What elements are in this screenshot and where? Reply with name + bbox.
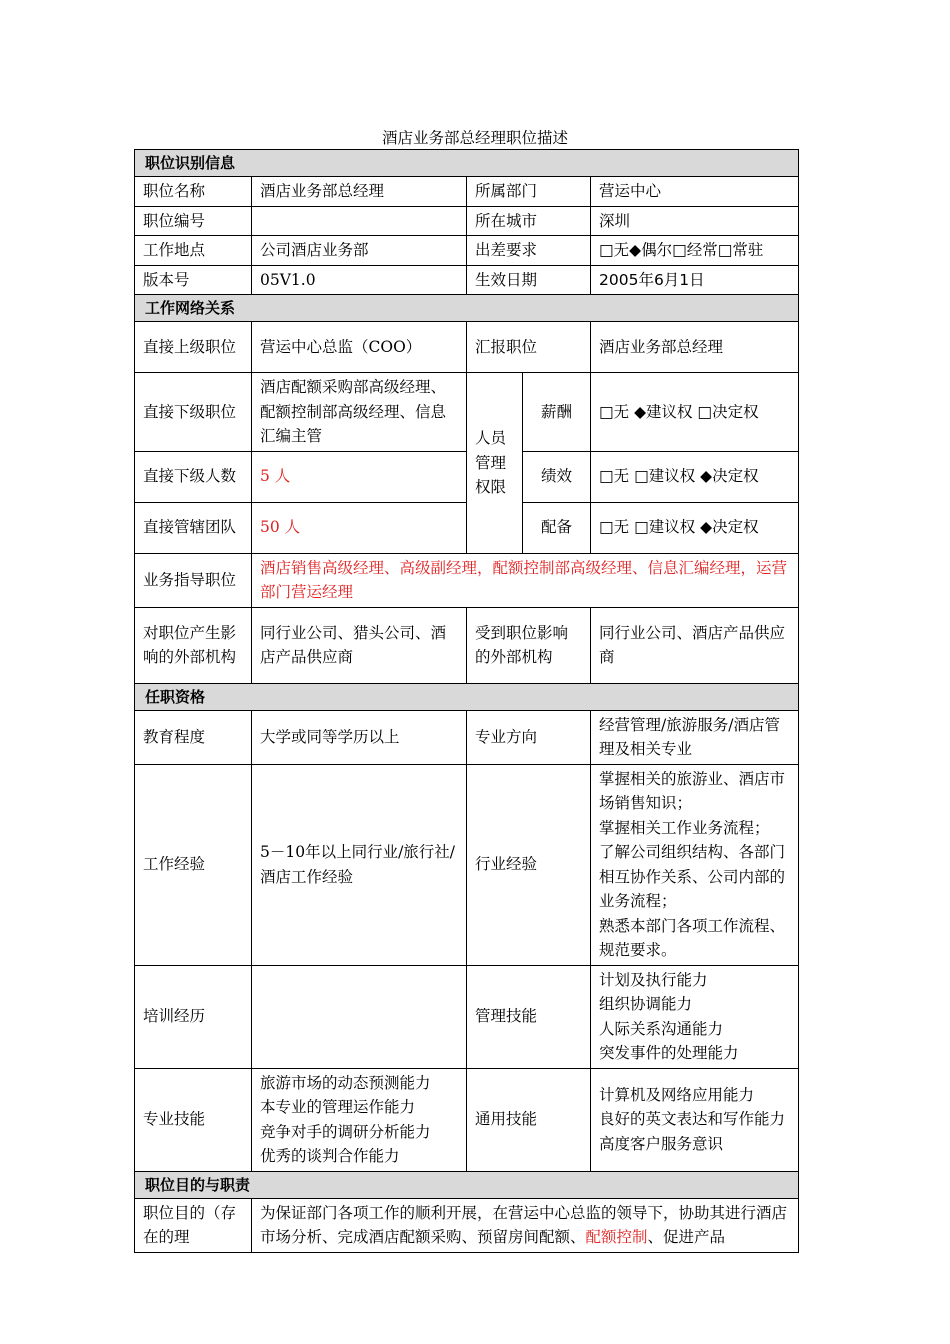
mgmt-authority-label: 人员管理权限 xyxy=(467,373,523,554)
general-skill-label: 通用技能 xyxy=(467,1068,591,1171)
section-network: 工作网络关系 xyxy=(135,295,799,322)
list-item: 突发事件的处理能力 xyxy=(599,1044,739,1062)
superior-value: 营运中心总监（COO） xyxy=(252,322,467,373)
section-header-row xyxy=(135,295,799,322)
code-label: 职位编号 xyxy=(135,206,252,236)
team-label: 直接管辖团队 xyxy=(135,502,252,553)
major-label: 专业方向 xyxy=(467,710,591,764)
purpose-text-part: 、促进产品 xyxy=(647,1227,726,1246)
table-row xyxy=(135,607,799,683)
table-row xyxy=(135,965,799,1068)
list-item: 良好的英文表达和写作能力 xyxy=(599,1110,786,1129)
effective-label: 生效日期 xyxy=(467,265,591,295)
perf-value: □无 □建议权 ◆决定权 xyxy=(591,451,799,502)
name-label: 职位名称 xyxy=(135,177,252,207)
list-item: 优秀的谈判合作能力 xyxy=(260,1147,400,1165)
list-item: 旅游市场的动态预测能力 xyxy=(260,1073,431,1092)
name-value: 酒店业务部总经理 xyxy=(252,177,467,207)
subordinate-value: 酒店配额采购部高级经理、配额控制部高级经理、信息汇编主管 xyxy=(252,373,467,452)
city-value: 深圳 xyxy=(591,206,799,236)
list-item: 计划及执行能力 xyxy=(599,970,708,989)
report-label: 汇报职位 xyxy=(467,322,591,373)
team-value: 50 人 xyxy=(252,502,467,553)
list-item: 掌握相关的旅游业、酒店市场销售知识； xyxy=(599,769,786,812)
prof-skill-value xyxy=(252,1068,467,1171)
superior-label: 直接上级职位 xyxy=(135,322,252,373)
table-row xyxy=(135,1068,799,1171)
report-value: 酒店业务部总经理 xyxy=(591,322,799,373)
table-row xyxy=(135,265,799,295)
impact-out-value: 同行业公司、猎头公司、酒店产品供应商 xyxy=(252,607,467,683)
travel-value: □无◆偶尔□经常□常驻 xyxy=(591,236,799,266)
document-title: 酒店业务部总经理职位描述 xyxy=(381,129,568,147)
prof-skill-label: 专业技能 xyxy=(135,1068,252,1171)
dept-value: 营运中心 xyxy=(591,177,799,207)
table-row xyxy=(135,206,799,236)
work-value: 5－10年以上同行业/旅行社/酒店工作经验 xyxy=(252,764,467,965)
section-header-row xyxy=(135,683,799,710)
sub-count-label: 直接下级人数 xyxy=(135,451,252,502)
code-value xyxy=(252,206,467,236)
guide-value: 酒店销售高级经理、高级副经理，配额控制部高级经理、信息汇编经理，运营部门营运经理 xyxy=(252,553,799,607)
major-value: 经营管理/旅游服务/酒店管理及相关专业 xyxy=(591,710,799,764)
table-row xyxy=(135,764,799,965)
purpose-text-highlight: 配额控制 xyxy=(585,1227,648,1246)
job-description-table xyxy=(134,149,799,1253)
list-item: 计算机及网络应用能力 xyxy=(599,1085,755,1104)
sub-count-value: 5 人 xyxy=(252,451,467,502)
staffing-label: 配备 xyxy=(523,502,591,553)
effective-value: 2005年6月1日 xyxy=(591,265,799,295)
travel-label: 出差要求 xyxy=(467,236,591,266)
staffing-value: □无 □建议权 ◆决定权 xyxy=(591,502,799,553)
section-header-row xyxy=(135,1171,799,1198)
table-row xyxy=(135,553,799,607)
impact-in-value: 同行业公司、酒店产品供应商 xyxy=(591,607,799,683)
subordinate-label: 直接下级职位 xyxy=(135,373,252,452)
edu-label: 教育程度 xyxy=(135,710,252,764)
list-item: 熟悉本部门各项工作流程、规范要求。 xyxy=(599,916,786,959)
section-purpose: 职位目的与职责 xyxy=(135,1171,799,1198)
salary-value: □无 ◆建议权 □决定权 xyxy=(591,373,799,452)
work-label: 工作经验 xyxy=(135,764,252,965)
purpose-text-part: 为保证部门各项工作的顺利开展，在营运中心总监的领导下，协助其进行酒店市场分析、完成酒店配额采购、预留房间配额、 xyxy=(260,1203,788,1246)
dept-label: 所属部门 xyxy=(467,177,591,207)
purpose-text xyxy=(252,1198,799,1252)
industry-value xyxy=(591,764,799,965)
list-item: 本专业的管理运作能力 xyxy=(260,1098,416,1116)
version-label: 版本号 xyxy=(135,265,252,295)
training-label: 培训经历 xyxy=(135,965,252,1068)
table-row xyxy=(135,236,799,266)
list-item: 掌握相关工作业务流程； xyxy=(599,818,770,837)
list-item: 组织协调能力 xyxy=(599,995,693,1013)
table-row xyxy=(135,322,799,373)
training-value xyxy=(252,965,467,1068)
location-value: 公司酒店业务部 xyxy=(252,236,467,266)
section-qualification: 任职资格 xyxy=(135,683,799,710)
list-item: 高度客户服务意识 xyxy=(599,1134,724,1153)
purpose-label: 职位目的（存在的理 xyxy=(135,1198,252,1252)
salary-label: 薪酬 xyxy=(523,373,591,452)
guide-label: 业务指导职位 xyxy=(135,553,252,607)
table-row xyxy=(135,710,799,764)
impact-in-label: 受到职位影响的外部机构 xyxy=(467,607,591,683)
list-item: 了解公司组织结构、各部门相互协作关系、公司内部的业务流程； xyxy=(599,843,786,910)
impact-out-label: 对职位产生影响的外部机构 xyxy=(135,607,252,683)
edu-value: 大学或同等学历以上 xyxy=(252,710,467,764)
list-item: 人际关系沟通能力 xyxy=(599,1019,724,1038)
industry-label: 行业经验 xyxy=(467,764,591,965)
version-value: 05V1.0 xyxy=(252,265,467,295)
section-header-row xyxy=(135,150,799,177)
city-label: 所在城市 xyxy=(467,206,591,236)
section-identity: 职位识别信息 xyxy=(135,150,799,177)
general-skill-value xyxy=(591,1068,799,1171)
table-row xyxy=(135,373,799,452)
list-item: 竞争对手的调研分析能力 xyxy=(260,1122,431,1141)
mgmt-skill-value xyxy=(591,965,799,1068)
location-label: 工作地点 xyxy=(135,236,252,266)
table-row xyxy=(135,1198,799,1252)
table-row xyxy=(135,177,799,207)
mgmt-skill-label: 管理技能 xyxy=(467,965,591,1068)
perf-label: 绩效 xyxy=(523,451,591,502)
